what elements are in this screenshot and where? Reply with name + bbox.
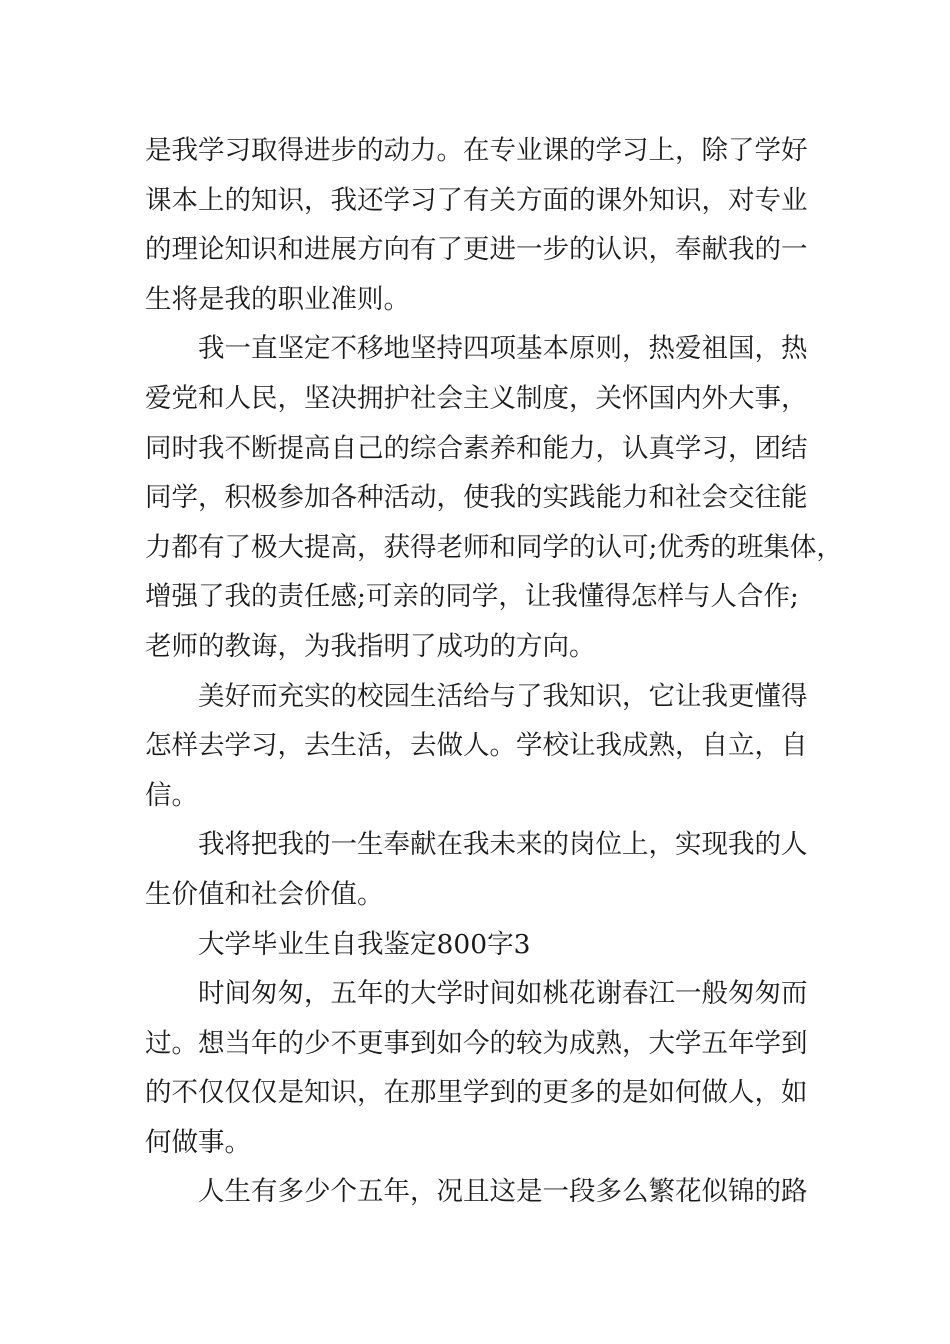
text-line: 美好而充实的校园生活给与了我知识，它让我更懂得 <box>198 680 808 712</box>
text-line: 我一直坚定不移地坚持四项基本原则，热爱祖国，热 <box>198 333 808 365</box>
text-line: 的理论知识和进展方向有了更进一步的认识，奉献我的一 <box>145 234 808 266</box>
text-line: 时间匆匆，五年的大学时间如桃花谢春江一般匆匆而 <box>198 978 808 1010</box>
paragraph-4 <box>145 820 835 919</box>
text-line: 过。想当年的少不更事到如今的较为成熟，大学五年学到 <box>145 1027 808 1059</box>
text-line: 老师的教诲，为我指明了成功的方向。 <box>145 630 596 662</box>
text-line: 课本上的知识，我还学习了有关方面的课外知识，对专业 <box>145 184 808 216</box>
text-line: 同时我不断提高自己的综合素养和能力，认真学习，团结 <box>145 432 808 464</box>
paragraph-1 <box>145 126 835 324</box>
paragraph-6 <box>145 1167 835 1217</box>
text-line: 爱党和人民，坚决拥护社会主义制度，关怀国内外大事， <box>145 382 808 414</box>
text-line: 是我学习取得进步的动力。在专业课的学习上，除了学好 <box>145 135 808 166</box>
text-line: 何做事。 <box>145 1126 251 1158</box>
paragraph-2 <box>145 324 843 671</box>
text-line: 力都有了极大提高，获得老师和同学的认可;优秀的班集体， <box>145 531 843 563</box>
text-line: 增强了我的责任感;可亲的同学，让我懂得怎样与人合作; <box>145 581 799 613</box>
text-line: 同学，积极参加各种活动，使我的实践能力和社会交往能 <box>145 482 808 514</box>
paragraph-5 <box>145 969 835 1167</box>
text-line: 生将是我的职业准则。 <box>145 283 410 315</box>
text-line: 的不仅仅仅是知识，在那里学到的更多的是如何做人，如 <box>145 1077 808 1109</box>
document-body <box>145 126 843 1217</box>
text-line: 信。 <box>145 779 198 811</box>
text-line: 人生有多少个五年，况且这是一段多么繁花似锦的路 <box>198 1176 808 1208</box>
text-line: 我将把我的一生奉献在我未来的岗位上，实现我的人 <box>198 829 808 861</box>
heading-line: 大学毕业生自我鉴定800字3 <box>198 928 531 960</box>
section-heading <box>145 920 835 970</box>
text-line: 怎样去学习，去生活，去做人。学校让我成熟，自立，自 <box>145 730 808 762</box>
text-line: 生价值和社会价值。 <box>145 878 384 910</box>
paragraph-3 <box>145 672 835 821</box>
